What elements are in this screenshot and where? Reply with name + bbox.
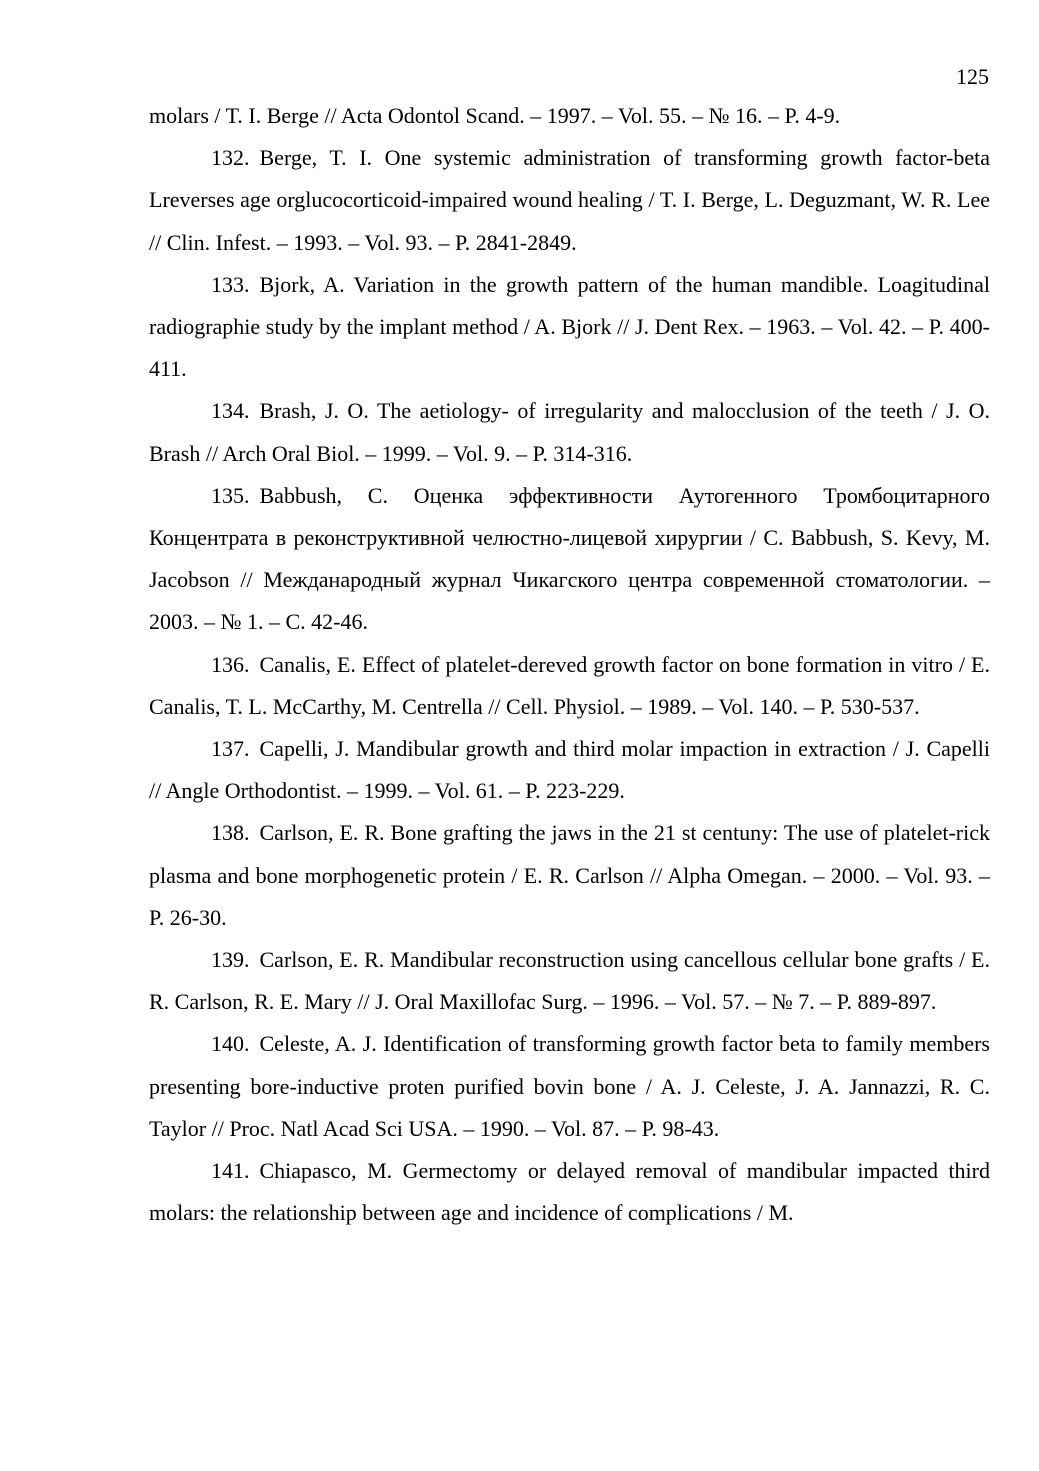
reference-number: 140. (211, 1031, 250, 1057)
reference-continuation: molars / T. I. Berge // Acta Odontol Scand. – 1997. – Vol. 55. – № 16. – P. 4-9. (149, 103, 841, 128)
reference-list (149, 95, 990, 1234)
reference-number: 139. (211, 947, 250, 973)
reference-text: Berge, T. I. One systemic administration of transforming growth factor-beta Lreverses age orglucocorticoid-impaired wound healing / T. I. Berge, L. Deguzmant, W. R. Lee // Clin. Infest. – 1993. – Vol. 93. – P. 2841-2849. (149, 145, 990, 255)
reference-text: Bjork, A. Variation in the growth pattern of the human mandible. Loagitudinal radiographie study by the implant method / A. Bjork // J. Dent Rex. – 1963. – Vol. 42. – P. 400-411. (149, 271, 990, 382)
reference-item (149, 728, 990, 812)
reference-number: 133. (211, 271, 250, 297)
reference-number: 138. (211, 820, 250, 846)
reference-number: 137. (211, 736, 250, 762)
reference-item (149, 644, 990, 728)
reference-item (149, 264, 990, 391)
reference-item (149, 1023, 990, 1150)
reference-number: 135. (211, 482, 250, 508)
reference-item (149, 390, 990, 474)
reference-number: 134. (211, 398, 250, 424)
reference-text: Carlson, E. R. Mandibular reconstruction using cancellous cellular bone grafts / E. R. Carlson, R. E. Mary // J. Oral Maxillofac Surg. – 1996. – Vol. 57. – № 7. – P. 889-897. (149, 947, 990, 1015)
reference-text: Capelli, J. Mandibular growth and third molar impaction in extraction / J. Capelli // Angle Orthodontist. – 1999. – Vol. 61. – P. 223-229. (149, 736, 990, 804)
reference-number: 132. (211, 145, 250, 171)
reference-text: Carlson, E. R. Bone grafting the jaws in the 21 st centuny: The use of platelet-rick plasma and bone morphogenetic protein / E. R. Carlson // Alpha Omegan. – 2000. – Vol. 93. – P. 26-30. (149, 820, 990, 930)
reference-text: Babbush, C. Оценка эффективности Аутогенного Тромбоцитарного Концентрата в реконструктивной челюстно-лицевой хирургии / C. Babbush, S. Kevy, M. Jacobson // Межданародный журнал Чикагского центра современной стоматологии. – 2003. – № 1. – С. 42-46. (149, 482, 990, 635)
reference-number: 136. (211, 651, 250, 677)
reference-text: Celeste, A. J. Identification of transforming growth factor beta to family members presenting bore-inductive proten purified bovin bone / A. J. Celeste, J. A. Jannazzi, R. C. Taylor // Proc. Natl Acad Sci USA. – 1990. – Vol. 87. – P. 98-43. (149, 1031, 990, 1141)
reference-number: 141. (211, 1158, 250, 1184)
reference-item (149, 939, 990, 1023)
reference-item (149, 1150, 990, 1234)
reference-item (149, 475, 990, 644)
reference-item (149, 812, 990, 939)
page-number: 125 (956, 64, 989, 89)
reference-text: Canalis, E. Effect of platelet-dereved growth factor on bone formation in vitro / E. Canalis, T. L. McCarthy, M. Centrella // Cell. Physiol. – 1989. – Vol. 140. – P. 530-537. (149, 651, 990, 719)
reference-item (149, 137, 990, 264)
reference-text: Chiapasco, M. Germectomy or delayed removal of mandibular impacted third molars: the relationship between age and incidence of complications / M. (149, 1158, 990, 1226)
reference-text: Brash, J. O. The aetiology- of irregularity and malocclusion of the teeth / J. O. Brash // Arch Oral Biol. – 1999. – Vol. 9. – P. 314-316. (149, 398, 990, 466)
